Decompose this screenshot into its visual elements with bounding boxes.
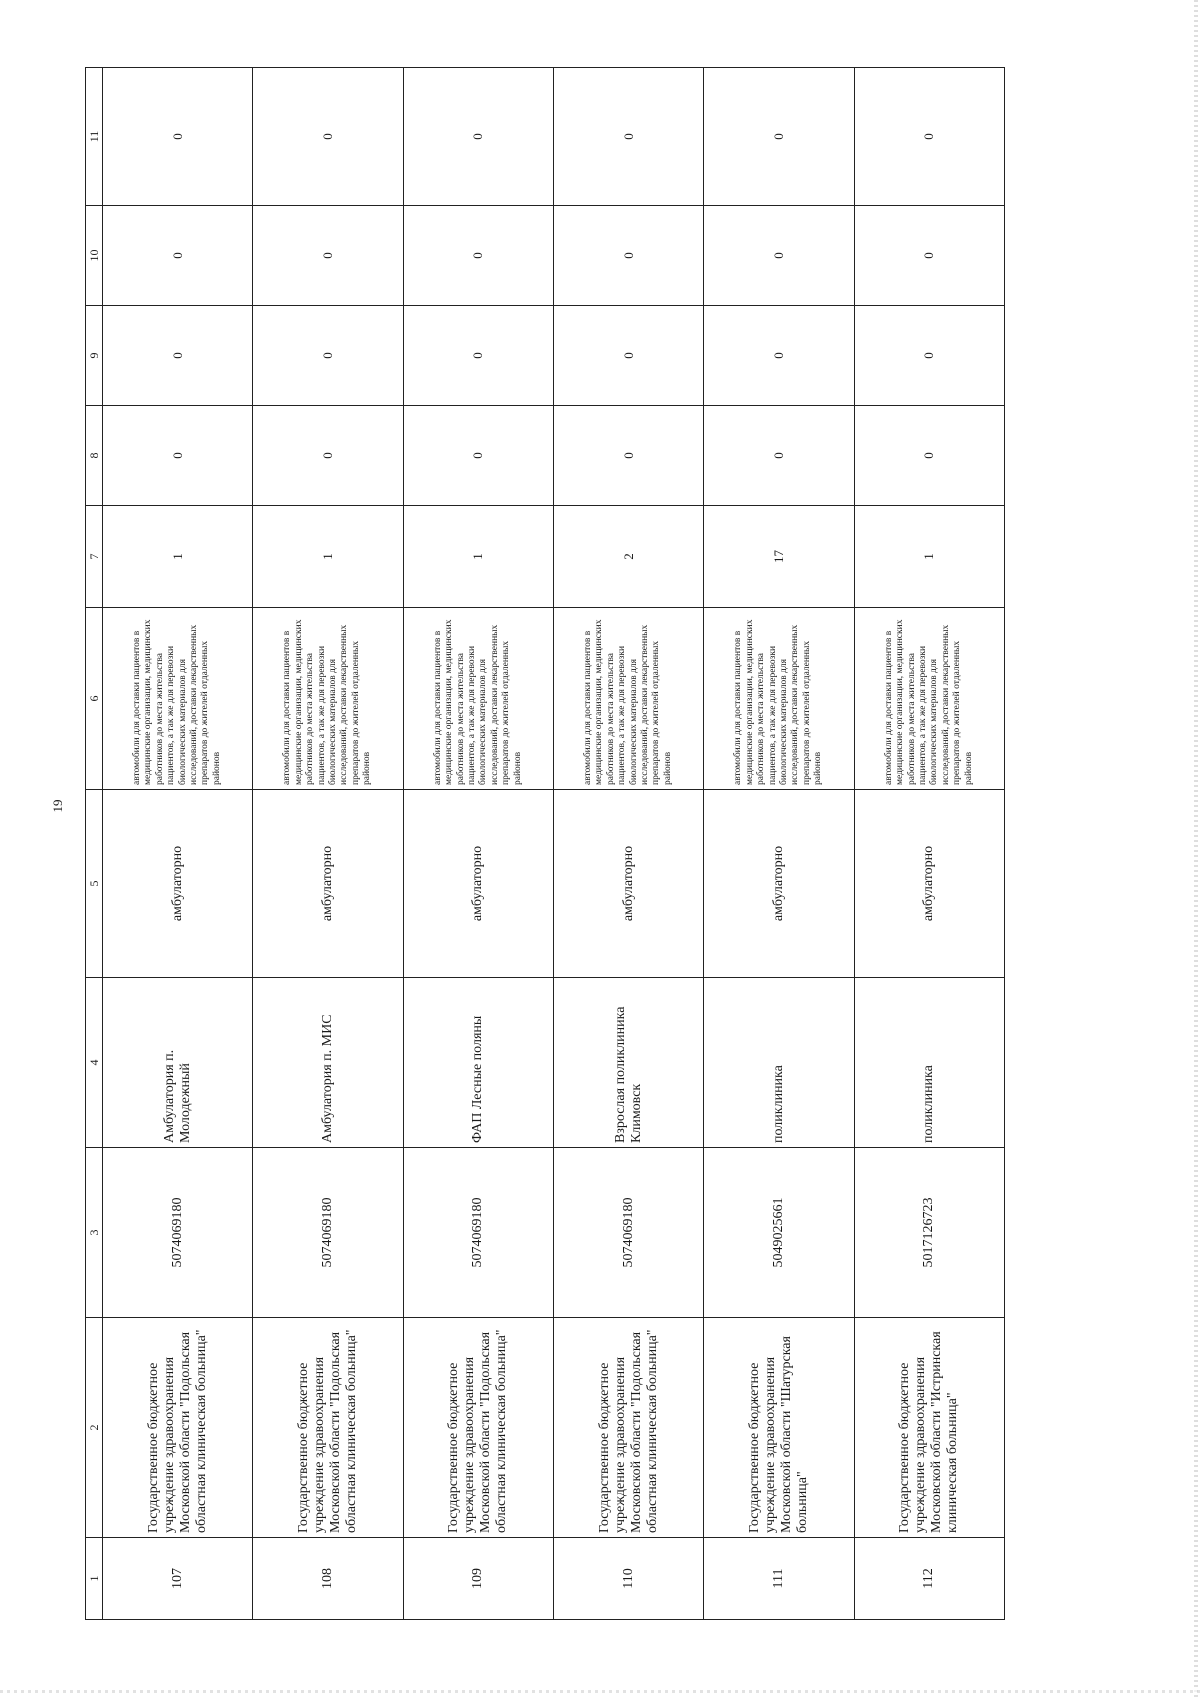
organization-name: Государственное бюджетное учреждение здравоохранения Московской области "Подольская областная клиническая больница" — [403, 1318, 553, 1538]
table-row — [704, 68, 854, 1620]
care-mode: амбулаторно — [704, 790, 854, 978]
vehicle-registry-table — [85, 67, 1005, 1620]
row-number: 108 — [253, 1538, 403, 1620]
care-mode: амбулаторно — [253, 790, 403, 978]
inn-code: 5074069180 — [553, 1148, 703, 1318]
value-col-7: 17 — [704, 506, 854, 608]
division-name: Амбулатория п. Молодежный — [103, 978, 253, 1148]
organization-name: Государственное бюджетное учреждение здравоохранения Московской области "Подольская областная клиническая больница" — [253, 1318, 403, 1538]
value-col-8: 0 — [704, 406, 854, 506]
table-container — [85, 68, 1005, 1620]
value-col-7: 1 — [854, 506, 1004, 608]
column-header-4: 4 — [86, 978, 103, 1148]
value-col-9: 0 — [704, 306, 854, 406]
row-number: 110 — [553, 1538, 703, 1620]
table-row — [553, 68, 703, 1620]
organization-name: Государственное бюджетное учреждение здравоохранения Московской области "Шатурская больница" — [704, 1318, 854, 1538]
table-row — [253, 68, 403, 1620]
value-col-10: 0 — [704, 206, 854, 306]
inn-code: 5049025661 — [704, 1148, 854, 1318]
column-header-8: 8 — [86, 406, 103, 506]
care-mode: амбулаторно — [854, 790, 1004, 978]
column-header-5: 5 — [86, 790, 103, 978]
value-col-11: 0 — [103, 68, 253, 206]
inn-code: 5074069180 — [253, 1148, 403, 1318]
vehicle-purpose: автомобили для доставки пациентов в медицинские организации, медицинских работников до места жительства пациентов, а так же для перевозки биологических материалов для исследований, доставки лекарственных препаратов до жителей отдаленных районов — [854, 608, 1004, 790]
scan-edge-bottom — [0, 1690, 1200, 1693]
value-col-9: 0 — [553, 306, 703, 406]
column-header-2: 2 — [86, 1318, 103, 1538]
inn-code: 5074069180 — [103, 1148, 253, 1318]
care-mode: амбулаторно — [103, 790, 253, 978]
row-number: 111 — [704, 1538, 854, 1620]
organization-name: Государственное бюджетное учреждение здравоохранения Московской области "Подольская областная клиническая больница" — [553, 1318, 703, 1538]
value-col-7: 1 — [403, 506, 553, 608]
vehicle-purpose: автомобили для доставки пациентов в медицинские организации, медицинских работников до места жительства пациентов, а так же для перевозки биологических материалов для исследований, доставки лекарственных препаратов до жителей отдаленных районов — [253, 608, 403, 790]
row-number: 112 — [854, 1538, 1004, 1620]
column-header-7: 7 — [86, 506, 103, 608]
value-col-8: 0 — [403, 406, 553, 506]
division-name: ФАП Лесные поляны — [403, 978, 553, 1148]
vehicle-purpose: автомобили для доставки пациентов в медицинские организации, медицинских работников до места жительства пациентов, а так же для перевозки биологических материалов для исследований, доставки лекарственных препаратов до жителей отдаленных районов — [704, 608, 854, 790]
vehicle-purpose: автомобили для доставки пациентов в медицинские организации, медицинских работников до места жительства пациентов, а так же для перевозки биологических материалов для исследований, доставки лекарственных препаратов до жителей отдаленных районов — [553, 608, 703, 790]
care-mode: амбулаторно — [403, 790, 553, 978]
column-header-9: 9 — [86, 306, 103, 406]
inn-code: 5074069180 — [403, 1148, 553, 1318]
division-name: поликлиника — [854, 978, 1004, 1148]
row-number: 109 — [403, 1538, 553, 1620]
column-header-10: 10 — [86, 206, 103, 306]
scan-edge-right — [1194, 0, 1198, 1697]
column-header-6: 6 — [86, 608, 103, 790]
column-header-3: 3 — [86, 1148, 103, 1318]
value-col-9: 0 — [103, 306, 253, 406]
table-row — [403, 68, 553, 1620]
value-col-7: 1 — [253, 506, 403, 608]
vehicle-purpose: автомобили для доставки пациентов в медицинские организации, медицинских работников до места жительства пациентов, а так же для перевозки биологических материалов для исследований, доставки лекарственных препаратов до жителей отдаленных районов — [103, 608, 253, 790]
value-col-10: 0 — [403, 206, 553, 306]
value-col-11: 0 — [854, 68, 1004, 206]
value-col-10: 0 — [103, 206, 253, 306]
value-col-8: 0 — [553, 406, 703, 506]
value-col-7: 1 — [103, 506, 253, 608]
page-number: 19 — [50, 799, 65, 813]
table-row — [854, 68, 1004, 1620]
organization-name: Государственное бюджетное учреждение здравоохранения Московской области "Подольская областная клиническая больница" — [103, 1318, 253, 1538]
value-col-9: 0 — [403, 306, 553, 406]
vehicle-purpose: автомобили для доставки пациентов в медицинские организации, медицинских работников до места жительства пациентов, а так же для перевозки биологических материалов для исследований, доставки лекарственных препаратов до жителей отдаленных районов — [403, 608, 553, 790]
care-mode: амбулаторно — [553, 790, 703, 978]
table-row — [103, 68, 253, 1620]
division-name: Взрослая поликлиника Климовск — [553, 978, 703, 1148]
value-col-8: 0 — [103, 406, 253, 506]
value-col-11: 0 — [253, 68, 403, 206]
value-col-9: 0 — [253, 306, 403, 406]
value-col-8: 0 — [253, 406, 403, 506]
value-col-11: 0 — [553, 68, 703, 206]
division-name: поликлиника — [704, 978, 854, 1148]
row-number: 107 — [103, 1538, 253, 1620]
column-header-11: 11 — [86, 68, 103, 206]
value-col-9: 0 — [854, 306, 1004, 406]
column-header-1: 1 — [86, 1538, 103, 1620]
value-col-10: 0 — [854, 206, 1004, 306]
value-col-10: 0 — [253, 206, 403, 306]
value-col-7: 2 — [553, 506, 703, 608]
organization-name: Государственное бюджетное учреждение здравоохранения Московской области "Истринская клиническая больница" — [854, 1318, 1004, 1538]
header-row — [86, 68, 103, 1620]
inn-code: 5017126723 — [854, 1148, 1004, 1318]
value-col-8: 0 — [854, 406, 1004, 506]
value-col-11: 0 — [704, 68, 854, 206]
value-col-11: 0 — [403, 68, 553, 206]
division-name: Амбулатория п. МИС — [253, 978, 403, 1148]
value-col-10: 0 — [553, 206, 703, 306]
